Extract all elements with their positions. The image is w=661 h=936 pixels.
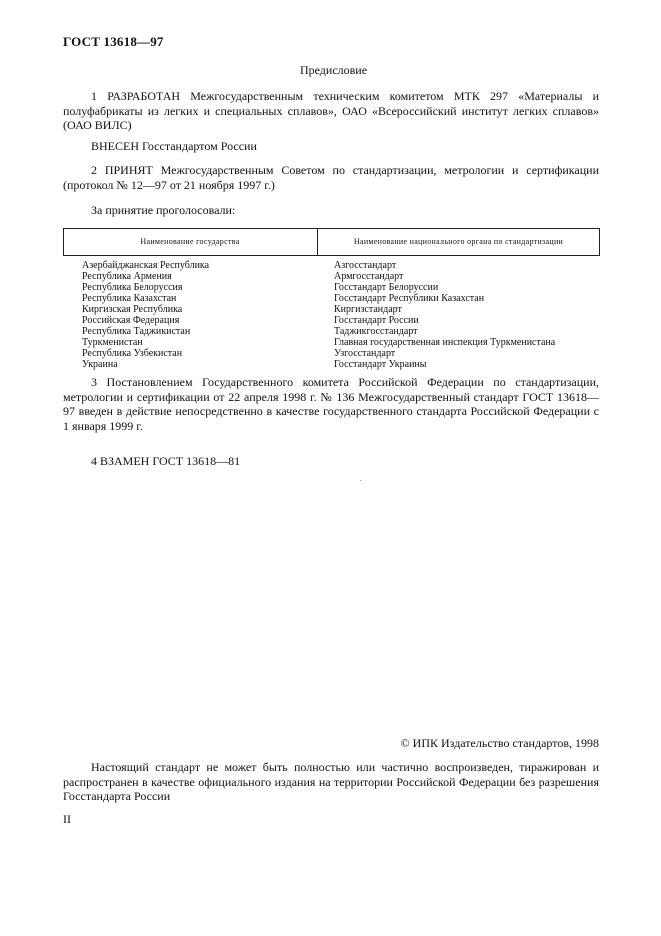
introduced-paragraph: ВНЕСЕН Госстандартом России: [91, 139, 257, 153]
state-item: Туркменистан: [82, 337, 143, 348]
section-title: Предисловие: [299, 63, 368, 77]
developed-paragraph: 1 РАЗРАБОТАН Межгосударственным техническим комитетом МТК 297 «Материалы и полуфабрикаты из легких и специальных сплавов», ОАО «Всероссийский институт легких сплавов» (ОАО ВИЛС): [63, 89, 599, 132]
standards-body-item: Госстандарт Белоруссии: [334, 282, 439, 293]
voting-table: [63, 228, 599, 378]
standards-body-item: Госстандарт Республики Казахстан: [334, 293, 485, 304]
state-item: Республика Узбекистан: [82, 348, 183, 359]
state-item: Республика Казахстан: [82, 293, 177, 304]
standards-body-item: Киргизстандарт: [334, 304, 402, 315]
standards-body-item: Армгосстандарт: [334, 271, 404, 282]
standards-body-item: Таджикгосстандарт: [334, 326, 418, 337]
replaces-paragraph: 4 ВЗАМЕН ГОСТ 13618—81: [91, 454, 241, 468]
state-item: Азербайджанская Республика: [82, 260, 210, 271]
standards-body-item: Узгосстандарт: [334, 348, 396, 359]
adopted-paragraph: 2 ПРИНЯТ Межгосударственным Советом по стандартизации, метрологии и сертификации (протокол № 12—97 от 21 ноября 1997 г.): [63, 163, 599, 192]
document-header: ГОСТ 13618—97: [63, 34, 164, 49]
page-number: II: [63, 812, 71, 826]
standards-body-item: Госстандарт России: [334, 315, 419, 326]
state-item: Украина: [82, 359, 118, 370]
table-header-state: Наименование государства: [140, 237, 240, 246]
standards-body-item: Госстандарт Украины: [334, 359, 427, 370]
copyright-line: © ИПК Издательство стандартов, 1998: [400, 736, 599, 750]
state-item: Киргизская Республика: [82, 304, 183, 315]
scan-speck: [360, 480, 361, 481]
standards-body-item: Азгосстандарт: [334, 260, 397, 271]
state-list: [82, 260, 209, 370]
state-item: Республика Армения: [82, 271, 172, 282]
state-item: Республика Таджикистан: [82, 326, 191, 337]
state-item: Российская Федерация: [82, 315, 180, 326]
enacted-paragraph: 3 Постановлением Государственного комитета Российской Федерации по стандартизации, метрологии и сертификации от 22 апреля 1998 г. № 136 Межгосударственный стандарт ГОСТ 13618—97 введен в действие непосредственно в качестве государственного стандарта Российской Федерации с 1 января 1999 г.: [63, 375, 599, 433]
voted-paragraph: За принятие проголосовали:: [91, 203, 236, 217]
standards-body-item: Главная государственная инспекция Туркменистана: [334, 337, 556, 348]
state-item: Республика Белоруссия: [82, 282, 183, 293]
table-header-body: Наименование национального органа по стандартизации: [353, 237, 564, 246]
reproduction-notice: Настоящий стандарт не может быть полностью или частично воспроизведен, тиражирован и распространен в качестве официального издания на территории Российской Федерации без разрешения Госстандарта России: [63, 760, 599, 803]
standards-body-list: [334, 260, 555, 370]
